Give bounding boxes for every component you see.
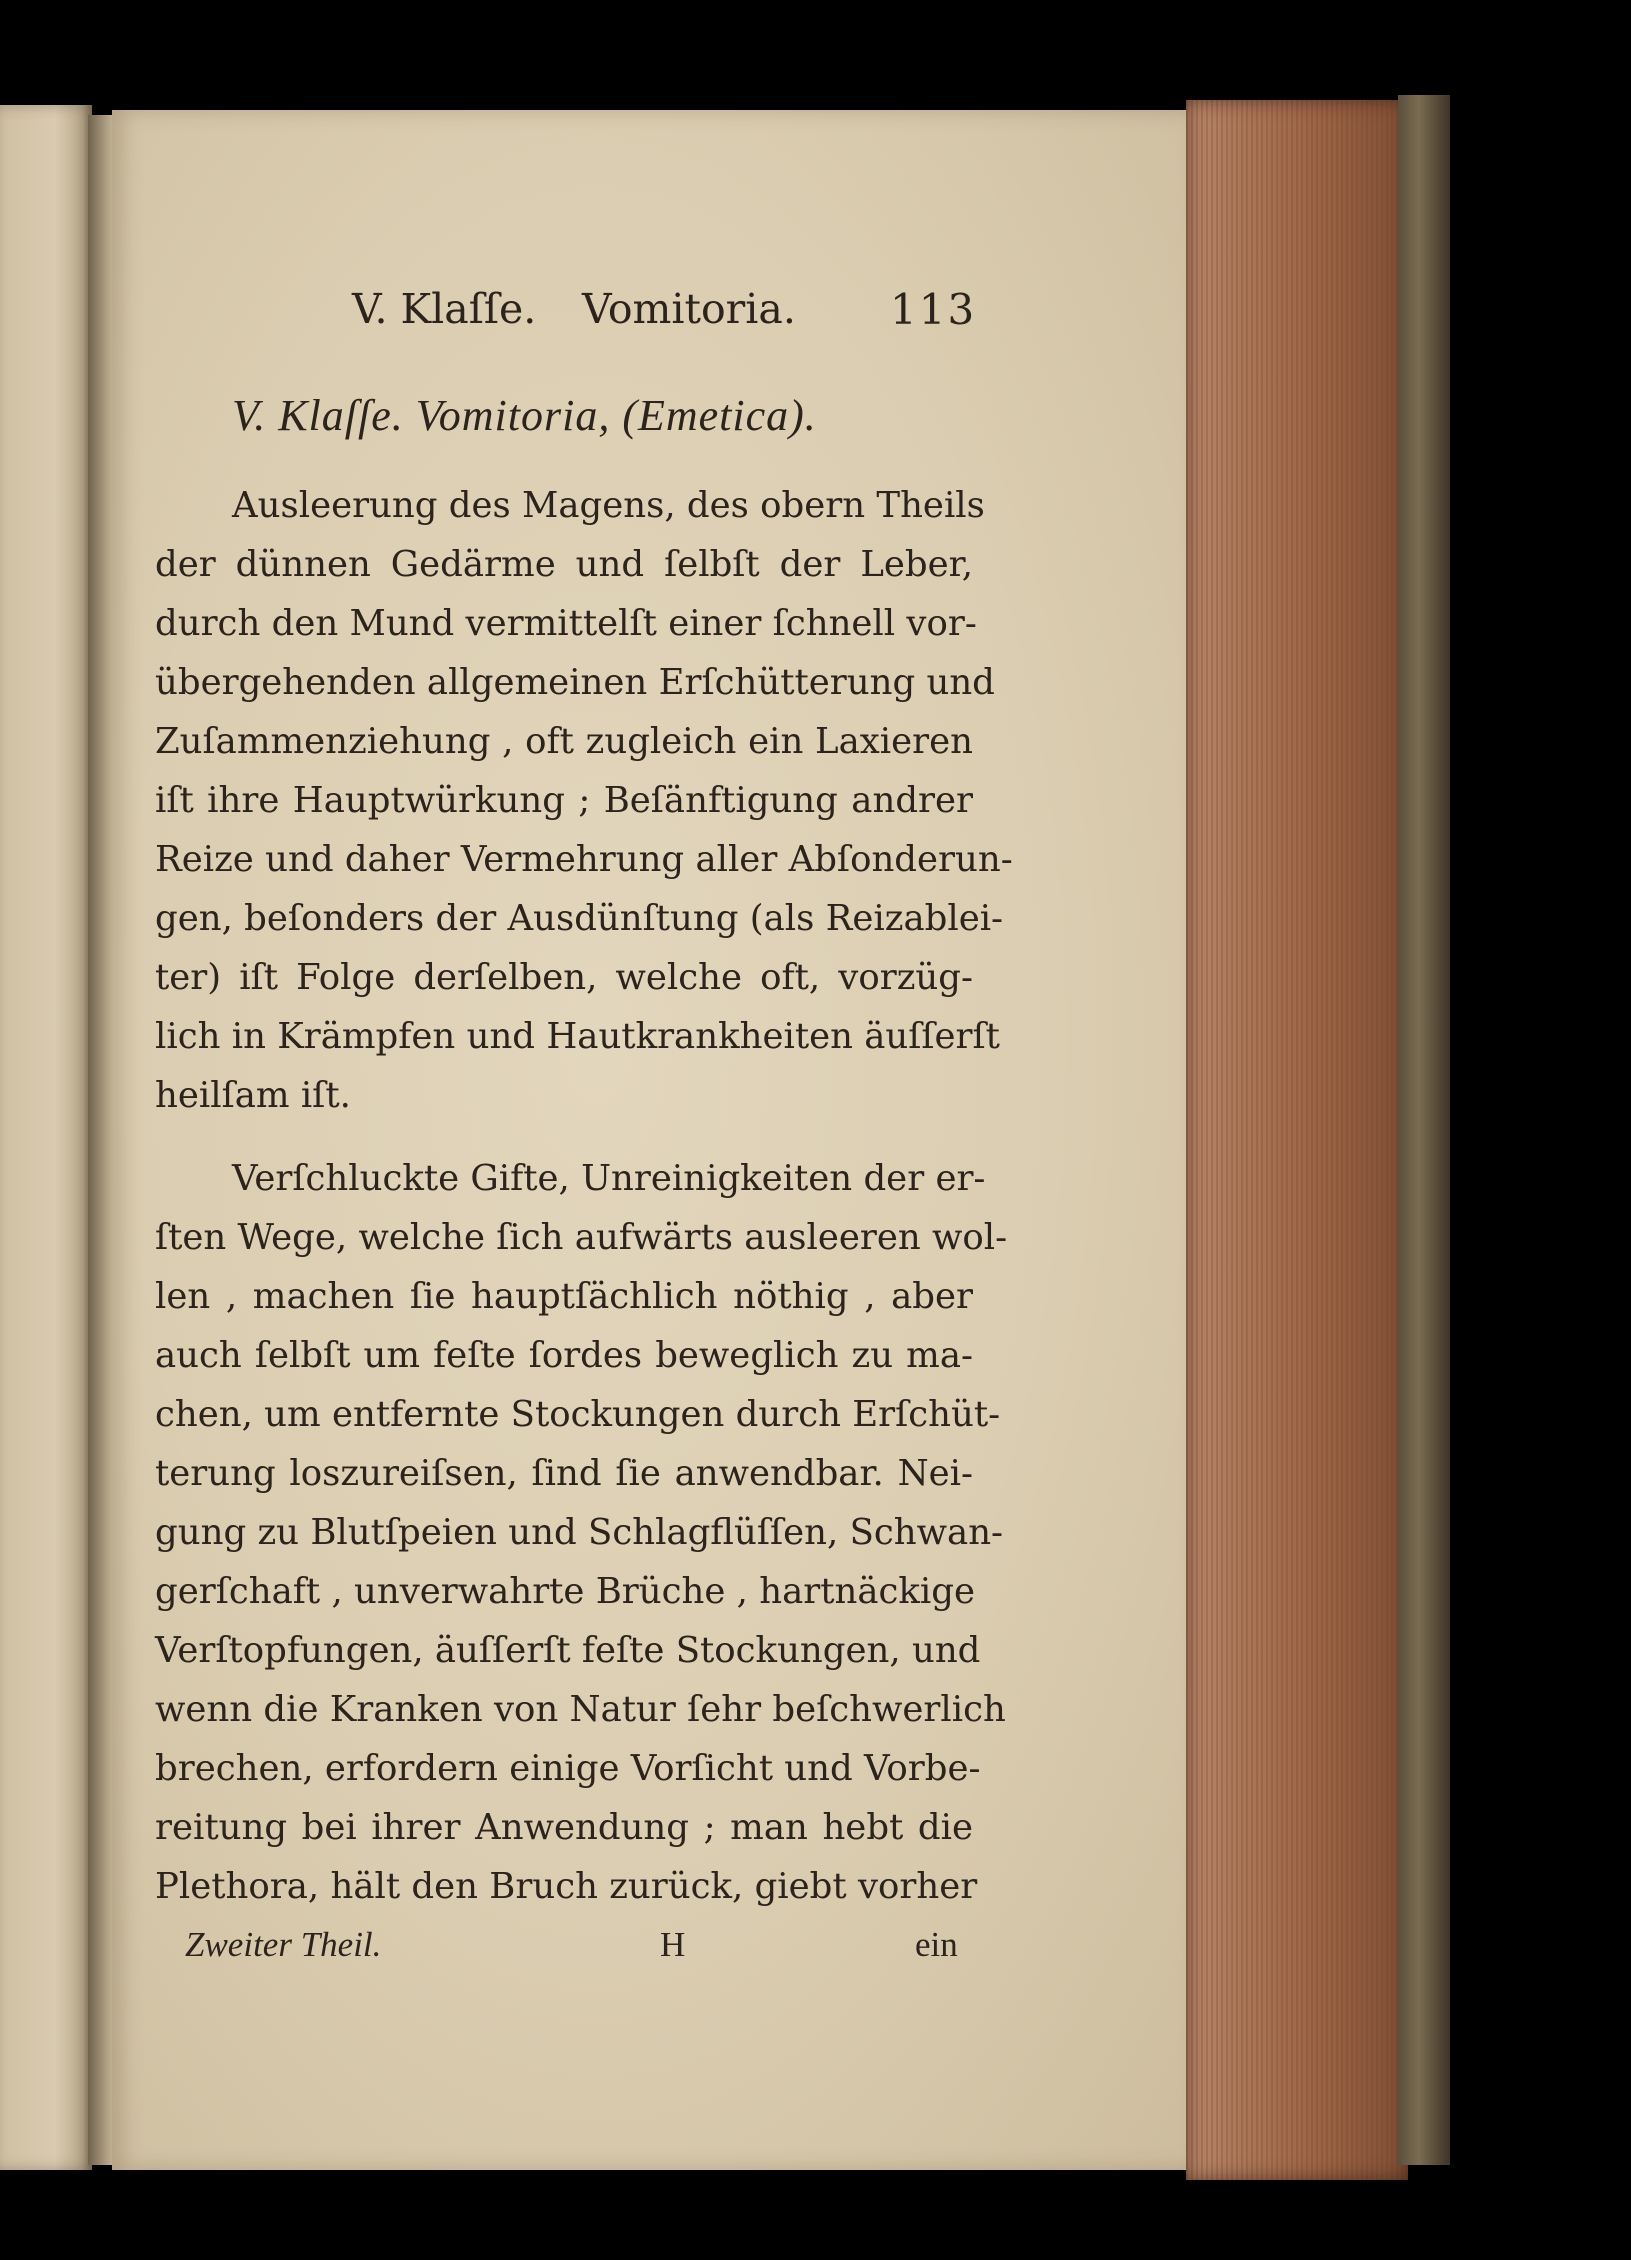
text-line: terung loszureiſsen, ſind ſie anwendbar. Nei- (155, 1453, 973, 1494)
text-line: chen, um entfernte Stockungen durch Erſchüt- (155, 1394, 1001, 1435)
running-title-left: V. Klaſſe. (352, 285, 537, 333)
text-line: iſt ihre Hauptwürkung ; Beſänftigung andrer (155, 780, 973, 821)
text-line: auch ſelbſt um feſte ſordes beweglich zu ma- (155, 1335, 973, 1376)
book-cover-edge (1398, 95, 1450, 2165)
text-line: gerſchaft , unverwahrte Brüche , hartnäckige (155, 1571, 976, 1612)
text-line: wenn die Kranken von Natur ſehr beſchwerlich (155, 1689, 1006, 1730)
signature-text: Zweiter Theil. (185, 1925, 382, 1964)
text-line: gung zu Blutſpeien und Schlagflüſſen, Schwan- (155, 1512, 1004, 1553)
text-line: heilſam iſt. (155, 1075, 351, 1116)
text-line: übergehenden allgemeinen Erſchütterung und (155, 662, 995, 703)
text-line: len , machen ſie hauptſächlich nöthig , aber (155, 1276, 973, 1317)
page-number: 113 (890, 285, 977, 334)
text-line: reitung bei ihrer Anwendung ; man hebt die (155, 1807, 973, 1848)
left-facing-page (0, 105, 92, 2170)
text-line: ſten Wege, welche ſich aufwärts ausleeren wol- (155, 1217, 1008, 1258)
text-line: Reize und daher Vermehrung aller Abſonderun- (155, 839, 1013, 880)
text-line: durch den Mund vermittelſt einer ſchnell vor- (155, 603, 977, 644)
text-line: Verſtopfungen, äuſſerſt feſte Stockungen, und (155, 1630, 981, 1671)
text-line: Plethora, hält den Bruch zurück, giebt vorher (155, 1866, 978, 1907)
section-title: V. Klaſſe. Vomitoria, (Emetica). (232, 391, 817, 440)
running-title-right: Vomitoria. (582, 285, 796, 333)
text-line: brechen, erfordern einige Vorſicht und Vorbe- (155, 1748, 981, 1789)
text-line: ter) iſt Folge derſelben, welche oft, vorzüg- (155, 957, 973, 998)
signature-mark: H (660, 1925, 686, 1964)
text-line: Verſchluckte Gifte, Unreinigkeiten der er- (232, 1158, 986, 1199)
catchword: ein (915, 1925, 958, 1964)
text-line: Zuſammenziehung , oft zugleich ein Laxieren (155, 721, 973, 762)
page-edges (1186, 100, 1408, 2180)
text-line: Ausleerung des Magens, des obern Theils (232, 485, 985, 526)
text-line: der dünnen Gedärme und ſelbſt der Leber, (155, 544, 973, 585)
text-line: lich in Krämpfen und Hautkrankheiten äuſſerſt (155, 1016, 1000, 1057)
text-line: gen, beſonders der Ausdünſtung (als Reizablei- (155, 898, 1004, 939)
